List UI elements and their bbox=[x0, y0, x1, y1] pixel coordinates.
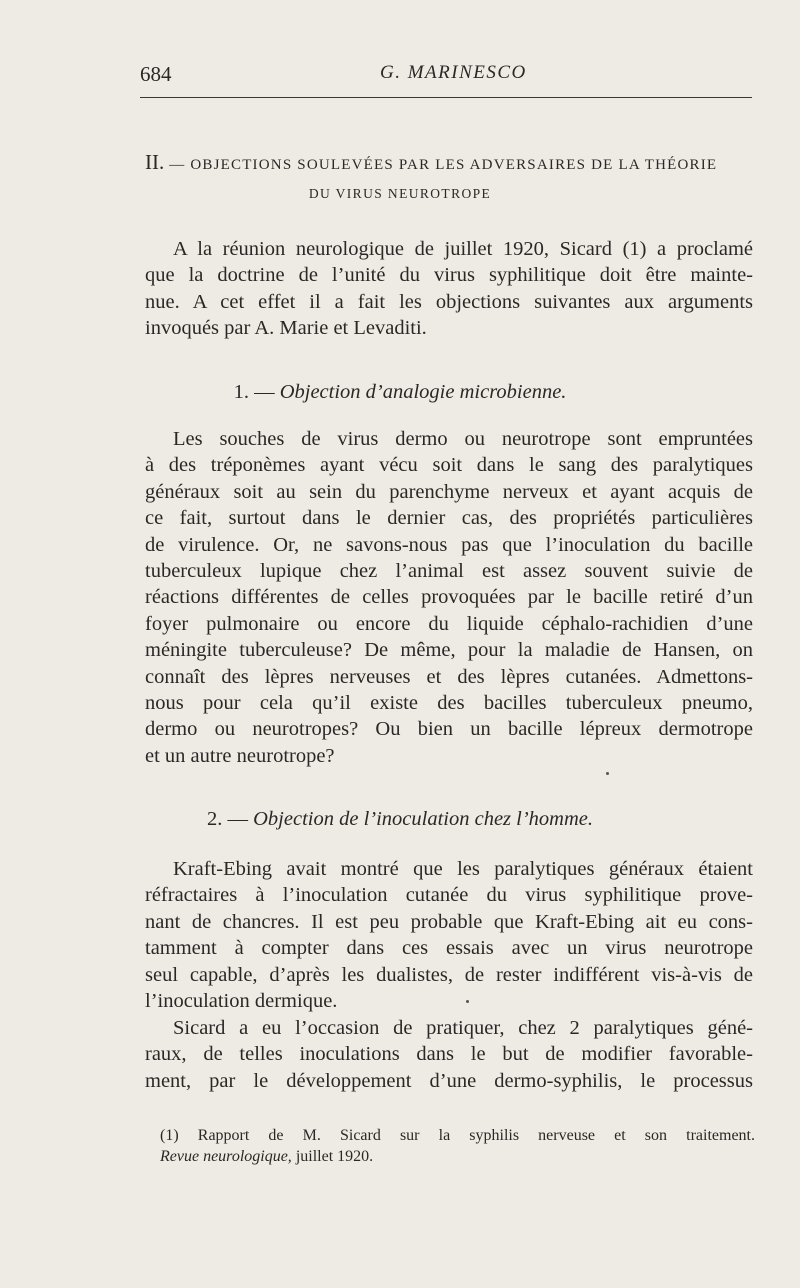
text-line: nant de chancres. Il est peu probable que Kraft-Ebing ait eu cons- bbox=[145, 910, 753, 933]
header-rule bbox=[140, 97, 752, 98]
objection-2-number: 2. bbox=[207, 808, 223, 830]
text-line: A la réunion neurologique de juillet 1920, Sicard (1) a proclamé bbox=[173, 238, 753, 260]
intro-paragraph bbox=[145, 236, 753, 342]
objection-2-paragraph-2 bbox=[145, 1015, 753, 1094]
text-line: Sicard a eu l’occasion de pratiquer, chez 2 paralytiques géné- bbox=[173, 1017, 753, 1039]
section-subtitle: DU VIRUS NEUROTROPE bbox=[308, 186, 492, 201]
page-number: 684 bbox=[140, 62, 172, 86]
text-line: nous pour cela qu’il existe des bacilles tuberculeux pneumo, bbox=[145, 691, 753, 714]
text-line: foyer pulmonaire ou encore du liquide céphalo-rachidien d’une bbox=[145, 612, 753, 635]
section-title-text: — OBJECTIONS SOULEVÉES PAR LES ADVERSAIRES DE LA THÉORIE bbox=[169, 157, 718, 173]
section-numeral: II. bbox=[145, 150, 165, 174]
text-line: seul capable, d’après les dualistes, de rester indifférent vis-à-vis de bbox=[145, 963, 753, 986]
text-line: ce fait, surtout dans le dernier cas, des propriétés particulières bbox=[145, 507, 753, 530]
objection-2-paragraph-1 bbox=[145, 856, 753, 1014]
text-line: à des tréponèmes ayant vécu soit dans le sang des paralytiques bbox=[145, 454, 753, 477]
text-line: que la doctrine de l’unité du virus syphilitique doit être mainte- bbox=[145, 264, 753, 287]
text-line: méningite tuberculeuse? De même, pour la maladie de Hansen, on bbox=[145, 639, 753, 662]
text-line: l’inoculation dermique. bbox=[145, 989, 338, 1012]
text-line: Les souches de virus dermo ou neurotrope sont empruntées bbox=[173, 428, 753, 450]
objection-2-dash: — bbox=[227, 808, 248, 830]
objection-1-dash: — bbox=[254, 381, 275, 403]
footnote-journal: Revue neurologique, bbox=[160, 1148, 292, 1165]
objection-1-heading bbox=[0, 381, 800, 404]
running-head: G. MARINESCO bbox=[380, 62, 527, 83]
text-line: et un autre neurotrope? bbox=[145, 744, 335, 767]
text-line: généraux soit au sein du parenchyme nerveux et ayant acquis de bbox=[145, 480, 753, 503]
page-header bbox=[140, 62, 752, 92]
text-line: invoqués par A. Marie et Levaditi. bbox=[145, 317, 427, 340]
text-line: tuberculeux lupique chez l’animal est assez souvent suivie de bbox=[145, 559, 753, 582]
text-line: ment, par le développement d’une dermo-syphilis, le processus bbox=[145, 1069, 753, 1092]
objection-2-heading bbox=[0, 808, 800, 831]
text-line: tamment à compter dans ces essais avec un virus neurotrope bbox=[145, 937, 753, 960]
text-line: raux, de telles inoculations dans le but de modifier favorable- bbox=[145, 1043, 753, 1066]
footnote-text: (1) Rapport de M. Sicard sur la syphilis nerveuse et son traitement. bbox=[160, 1127, 755, 1144]
text-line: réactions différentes de celles provoquées par le bacille retiré d’un bbox=[145, 586, 753, 609]
text-line: dermo ou neurotropes? Ou bien un bacille lépreux dermotrope bbox=[145, 718, 753, 741]
section-title bbox=[145, 150, 757, 175]
objection-1-paragraph bbox=[145, 426, 753, 769]
objection-1-number: 1. bbox=[233, 381, 249, 403]
objection-2-title: Objection de l’inoculation chez l’homme. bbox=[253, 808, 593, 830]
footnote-citation bbox=[160, 1146, 755, 1167]
footnote bbox=[160, 1125, 755, 1167]
ink-speck bbox=[466, 1000, 469, 1003]
objection-1-title: Objection d’analogie microbienne. bbox=[279, 381, 567, 403]
ink-speck bbox=[606, 772, 609, 775]
footnote-date: juillet 1920. bbox=[295, 1148, 374, 1165]
text-line: réfractaires à l’inoculation cutanée du virus syphilitique prove- bbox=[145, 884, 753, 907]
text-line: connaît des lèpres nerveuses et des lèpres cutanées. Admettons- bbox=[145, 665, 753, 688]
text-line: Kraft-Ebing avait montré que les paralytiques généraux étaient bbox=[173, 858, 753, 880]
text-line: nue. A cet effet il a fait les objections suivantes aux arguments bbox=[145, 290, 753, 313]
text-line: de virulence. Or, ne savons-nous pas que l’inoculation du bacille bbox=[145, 533, 753, 556]
